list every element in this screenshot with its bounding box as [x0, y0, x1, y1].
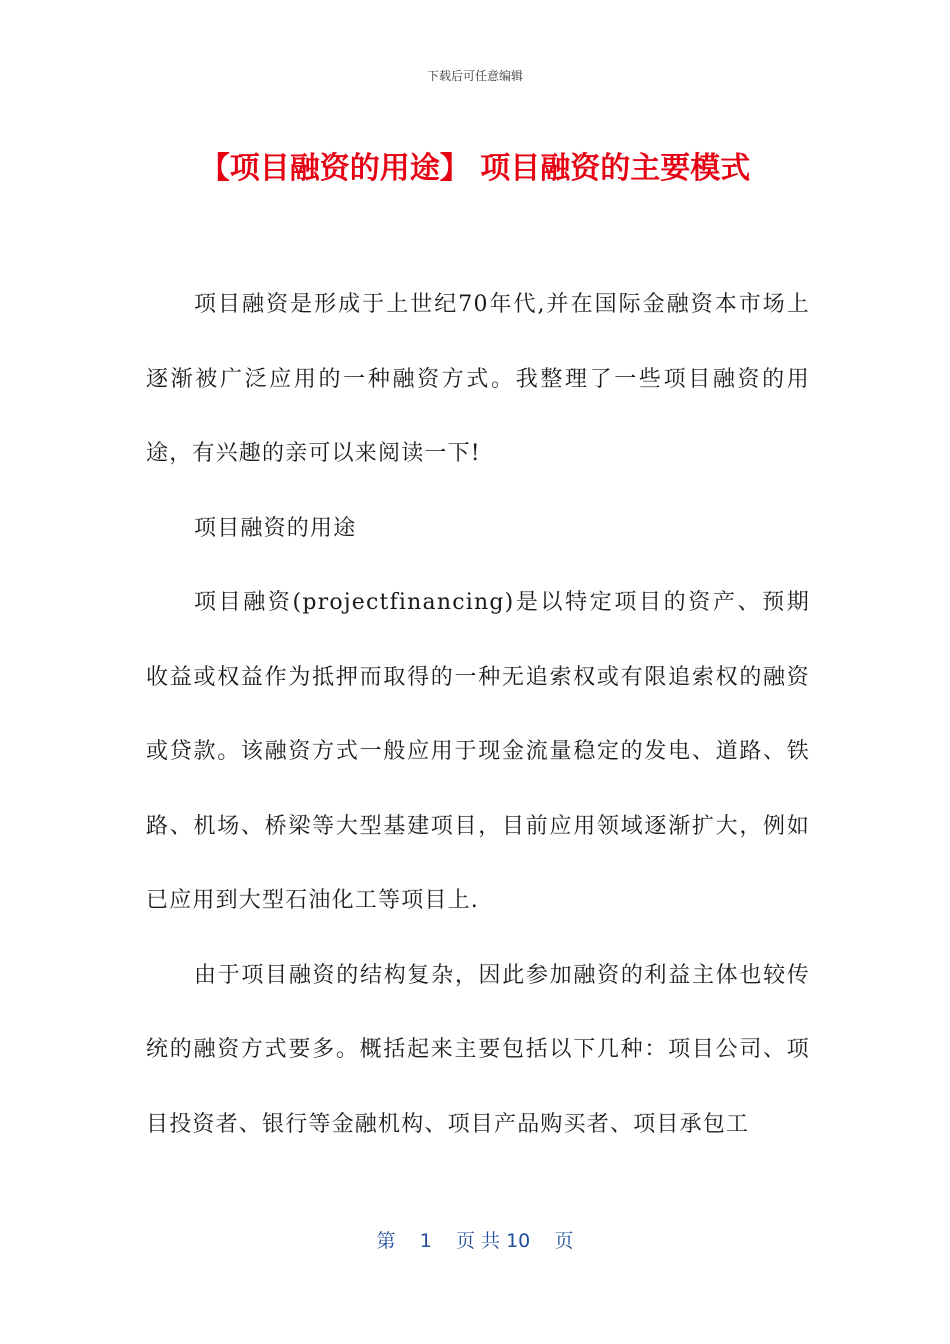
- page-footer: [0, 1226, 950, 1253]
- paragraph-definition: 项目融资(projectfinancing)是以特定项目的资产、预期收益或权益作为抵押而取得的一种无追索权或有限追索权的融资或贷款。该融资方式一般应用于现金流量稳定的发电、道路、铁路、机场、桥梁等大型基建项目，目前应用领域逐渐扩大，例如已应用到大型石油化工等项目上.: [146, 590, 810, 913]
- footer-current-page: 1: [419, 1230, 432, 1252]
- paragraph-participants: 由于项目融资的结构复杂，因此参加融资的利益主体也较传统的融资方式要多。概括起来主要包括以下几种：项目公司、项目投资者、银行等金融机构、项目产品购买者、项目承包工: [146, 962, 810, 1137]
- paragraph-intro: 项目融资是形成于上世纪70年代,并在国际金融资本市场上逐渐被广泛应用的一种融资方式。我整理了一些项目融资的用途，有兴趣的亲可以来阅读一下!: [146, 292, 810, 466]
- document-body: [146, 268, 810, 1162]
- footer-label-page: 第: [376, 1230, 396, 1252]
- section-heading-uses: 项目融资的用途: [194, 515, 357, 541]
- footer-total-pages: 10: [506, 1230, 531, 1252]
- footer-label-end: 页: [554, 1230, 574, 1252]
- document-title: 【项目融资的用途】 项目融资的主要模式: [199, 151, 751, 186]
- footer-label-total: 页 共: [455, 1230, 501, 1252]
- header-note: 下载后可任意编辑: [426, 69, 523, 83]
